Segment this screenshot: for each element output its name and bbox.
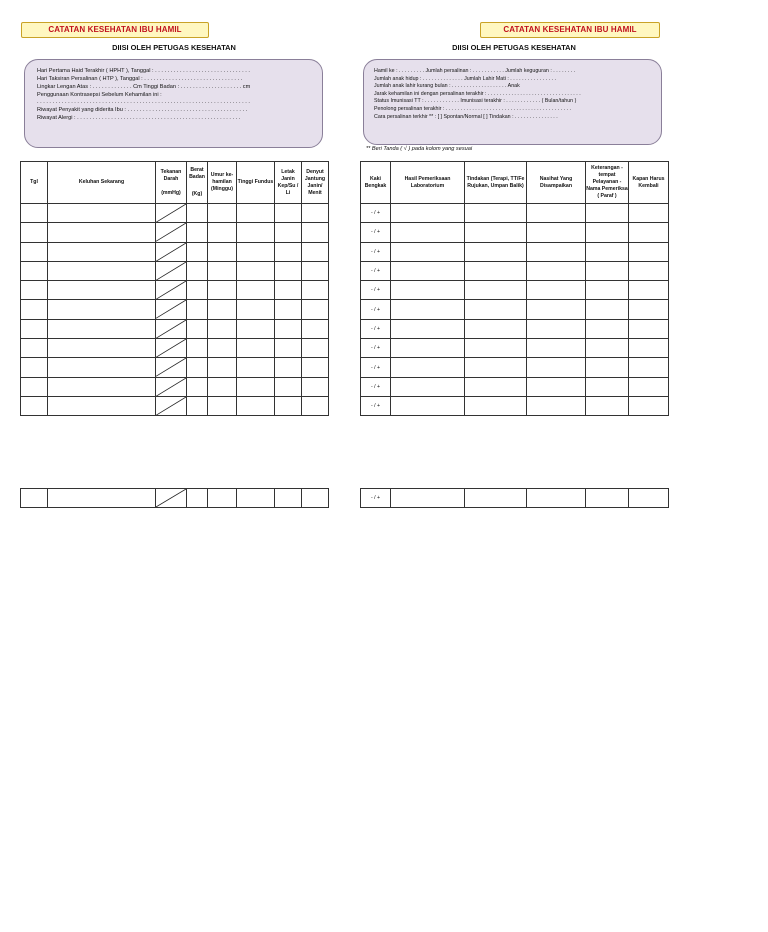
col-keluhan: Keluhan Sekarang [48,162,156,204]
cell-kapan-kembali[interactable] [629,261,669,280]
cell-letak[interactable] [275,319,302,338]
cell-kapan-kembali[interactable] [629,223,669,242]
cell-berat[interactable] [187,223,208,242]
cell-hasil-lab[interactable] [391,300,465,319]
cell-tindakan[interactable] [465,396,527,415]
left-table-extra [20,488,329,508]
col-denyut: Denyut Jantung Janin/ Menit [302,162,329,204]
left-subtitle: DIISI OLEH PETUGAS KESEHATAN [112,43,236,52]
col-tgl: Tgl [21,162,48,204]
cell-denyut[interactable] [302,300,329,319]
table-row [21,377,329,396]
table-row [361,377,669,396]
table-row [21,261,329,280]
cell-keterangan[interactable] [586,358,629,377]
col-tinggi: Tinggi Fundus [237,162,275,204]
cell-berat[interactable] [187,261,208,280]
cell-nasihat[interactable] [527,396,586,415]
cell-keluhan[interactable] [48,339,156,358]
cell-tgl[interactable] [21,261,48,280]
cell-letak[interactable] [275,281,302,300]
left-table [20,161,329,416]
cell-letak[interactable] [275,242,302,261]
cell-berat[interactable] [187,358,208,377]
cell-umur[interactable] [208,319,237,338]
cell-kapan-kembali[interactable] [629,377,669,396]
cell-tinggi[interactable] [237,281,275,300]
right-table-extra [360,488,669,508]
cell-nasihat[interactable] [527,339,586,358]
table-row [361,396,669,415]
cell-keterangan[interactable] [586,377,629,396]
col-berat-unit: (Kg) [191,191,203,197]
cell-umur[interactable] [208,377,237,396]
cell-tgl[interactable] [21,319,48,338]
cell-keluhan[interactable] [48,377,156,396]
cell-keluhan[interactable] [48,242,156,261]
cell-tindakan[interactable] [465,261,527,280]
cell-denyut[interactable] [302,489,329,508]
cell-kaki-bengkak[interactable]: - / + [361,358,391,377]
cell-keluhan[interactable] [48,358,156,377]
left-info-box [24,59,323,148]
cell-berat[interactable] [187,396,208,415]
cell-letak[interactable] [275,358,302,377]
cell-kaki-bengkak[interactable]: - / + [361,242,391,261]
cell-nasihat[interactable] [527,377,586,396]
cell-umur[interactable] [208,300,237,319]
cell-keluhan[interactable] [48,300,156,319]
cell-keterangan[interactable] [586,319,629,338]
cell-hasil-lab[interactable] [391,281,465,300]
cell-tekanan[interactable] [156,339,187,358]
cell-nasihat[interactable] [527,204,586,223]
cell-nasihat[interactable] [527,489,586,508]
info-line-cara-persalinan: Cara persalinan terkhir ** : [ ] Spontan/Normal [ ] Tindakan : . . . . . . . . . . . . . . . [374,113,558,120]
cell-keluhan[interactable] [48,396,156,415]
cell-tindakan[interactable] [465,281,527,300]
cell-nasihat[interactable] [527,242,586,261]
col-berat-label: Berat Badan [189,167,205,180]
col-tindakan: Tindakan (Terapi, TT/Fe Rujukan, Umpan Balik) [465,162,527,204]
info-line-imunisasi: Status Imunisasi TT : . . . . . . . . . . . . Imunisasi terakhir : . . . . . . . . . . . . ( Bulan/tahun ) [374,98,577,105]
col-umur: Umur ke-hamilan (Minggu) [208,162,237,204]
cell-denyut[interactable] [302,261,329,280]
table-row [21,204,329,223]
cell-keterangan[interactable] [586,281,629,300]
cell-kaki-bengkak[interactable]: - / + [361,489,391,508]
cell-denyut[interactable] [302,281,329,300]
right-title: CATATAN KESEHATAN IBU HAMIL [480,22,660,38]
checkmark-note: ** Beri Tanda ( √ ) pada kolom yang sesuai [366,146,473,152]
cell-hasil-lab[interactable] [391,204,465,223]
cell-nasihat[interactable] [527,358,586,377]
table-row [361,300,669,319]
right-info-box [363,59,662,145]
cell-tgl[interactable] [21,358,48,377]
cell-tindakan[interactable] [465,489,527,508]
cell-letak[interactable] [275,489,302,508]
cell-umur[interactable] [208,261,237,280]
cell-kaki-bengkak[interactable]: - / + [361,377,391,396]
cell-letak[interactable] [275,339,302,358]
info-line-jarak: Jarak kehamilan ini dengan persalinan terakhir : . . . . . . . . . . . . . . . . . . . . . . . . . . . . . . . . [374,90,581,97]
cell-tindakan[interactable] [465,358,527,377]
info-line-kontrasepsi-fill: . . . . . . . . . . . . . . . . . . . . . . . . . . . . . . . . . . . . . . . . . . . . . . . . . . . . . . . . . . . . . . . . . . . . . [37,99,250,106]
cell-tgl[interactable] [21,489,48,508]
cell-kaki-bengkak[interactable]: - / + [361,339,391,358]
col-letak: Letak Janin Kep/Su / Li [275,162,302,204]
cell-kapan-kembali[interactable] [629,319,669,338]
table-row [361,242,669,261]
cell-keterangan[interactable] [586,339,629,358]
col-tekanan-label: Tekanan Darah [160,168,182,182]
cell-denyut[interactable] [302,377,329,396]
cell-keterangan[interactable] [586,396,629,415]
info-line-anak-hidup: Jumlah anak hidup : . . . . . . . . . . . . . . Jumlah Lahir Mati : . . . . . . . . . . . . . . . . [374,75,556,82]
cell-kapan-kembali[interactable] [629,281,669,300]
cell-tekanan[interactable] [156,242,187,261]
cell-tgl[interactable] [21,339,48,358]
table-row [361,261,669,280]
cell-tgl[interactable] [21,242,48,261]
cell-tgl[interactable] [21,396,48,415]
table-row [361,281,669,300]
table-row [21,300,329,319]
cell-hasil-lab[interactable] [391,358,465,377]
cell-umur[interactable] [208,204,237,223]
cell-tekanan[interactable] [156,377,187,396]
cell-umur[interactable] [208,223,237,242]
cell-kapan-kembali[interactable] [629,339,669,358]
cell-keterangan[interactable] [586,223,629,242]
col-berat [187,162,208,204]
cell-tgl[interactable] [21,377,48,396]
info-line-alergi: Riwayat Alergi : . . . . . . . . . . . . . . . . . . . . . . . . . . . . . . . . . . . . . . . . . . . . . . . . . . . . . [37,115,241,122]
info-line-htp: Hari Taksiran Persalinan ( HTP ), Tanggal : . . . . . . . . . . . . . . . . . . . . . . . . . . . . . . . . [37,75,243,82]
cell-berat[interactable] [187,242,208,261]
cell-tinggi[interactable] [237,223,275,242]
table-row [21,242,329,261]
cell-tindakan[interactable] [465,204,527,223]
cell-tekanan[interactable] [156,204,187,223]
cell-tinggi[interactable] [237,261,275,280]
cell-tinggi[interactable] [237,339,275,358]
cell-kapan-kembali[interactable] [629,489,669,508]
cell-berat[interactable] [187,204,208,223]
cell-hasil-lab[interactable] [391,489,465,508]
cell-umur[interactable] [208,339,237,358]
table-row [21,223,329,242]
cell-kapan-kembali[interactable] [629,204,669,223]
table-row [21,319,329,338]
table-row [21,396,329,415]
cell-berat[interactable] [187,300,208,319]
cell-tgl[interactable] [21,281,48,300]
col-keterangan: Keterangan - tempat Pelayanan - Nama Pemeriksa ( Paraf ) [586,162,629,204]
cell-keterangan[interactable] [586,242,629,261]
cell-denyut[interactable] [302,319,329,338]
cell-keterangan[interactable] [586,261,629,280]
cell-keluhan[interactable] [48,223,156,242]
cell-tindakan[interactable] [465,377,527,396]
cell-keluhan[interactable] [48,204,156,223]
cell-hasil-lab[interactable] [391,223,465,242]
info-line-hamil-ke: Hamil ke : . . . . . . . . . Jumlah persalinan : . . . . . . . . . . . Jumlah keguguran : . . . . . . . . [374,68,576,74]
cell-tindakan[interactable] [465,223,527,242]
table-row [361,204,669,223]
cell-kaki-bengkak[interactable]: - / + [361,300,391,319]
cell-keluhan[interactable] [48,489,156,508]
cell-tgl[interactable] [21,300,48,319]
table-row [361,339,669,358]
cell-hasil-lab[interactable] [391,319,465,338]
cell-tinggi[interactable] [237,396,275,415]
cell-tekanan[interactable] [156,261,187,280]
table-row [361,223,669,242]
table-row [21,489,329,508]
cell-umur[interactable] [208,242,237,261]
cell-tekanan[interactable] [156,223,187,242]
cell-tinggi[interactable] [237,489,275,508]
col-kaki-bengkak: Kaki Bengkak [361,162,391,204]
cell-tinggi[interactable] [237,300,275,319]
cell-nasihat[interactable] [527,223,586,242]
cell-kapan-kembali[interactable] [629,300,669,319]
col-hasil-lab: Hasil Pemeriksaan Laboratorium [391,162,465,204]
table-row [361,489,669,508]
cell-letak[interactable] [275,396,302,415]
cell-nasihat[interactable] [527,261,586,280]
cell-kaki-bengkak[interactable]: - / + [361,396,391,415]
cell-hasil-lab[interactable] [391,377,465,396]
info-line-kurang-bulan: Jumlah anak lahir kurang bulan : . . . . . . . . . . . . . . . . . . . Anak [374,83,520,90]
cell-tindakan[interactable] [465,242,527,261]
cell-berat[interactable] [187,281,208,300]
cell-tindakan[interactable] [465,300,527,319]
cell-denyut[interactable] [302,358,329,377]
info-line-hpht: Hari Pertama Haid Terakhir ( HPHT ), Tanggal : . . . . . . . . . . . . . . . . . . . . . . . . . . . . . . . [37,68,250,74]
cell-berat[interactable] [187,319,208,338]
cell-keterangan[interactable] [586,489,629,508]
cell-tgl[interactable] [21,204,48,223]
cell-keterangan[interactable] [586,300,629,319]
cell-denyut[interactable] [302,223,329,242]
cell-berat[interactable] [187,489,208,508]
cell-tekanan[interactable] [156,358,187,377]
info-line-lila: Lingkar Lengan Atas : . . . . . . . . . . . . . Cm Tinggi Badan : . . . . . . . . . . . . . . . . . . . . cm [37,83,251,90]
cell-letak[interactable] [275,223,302,242]
cell-tekanan[interactable] [156,396,187,415]
cell-kapan-kembali[interactable] [629,396,669,415]
cell-hasil-lab[interactable] [391,261,465,280]
table-row [21,358,329,377]
cell-umur[interactable] [208,281,237,300]
table-row [361,358,669,377]
cell-kapan-kembali[interactable] [629,358,669,377]
cell-denyut[interactable] [302,204,329,223]
cell-hasil-lab[interactable] [391,339,465,358]
col-nasihat: Nasihat Yang Disampaikan [527,162,586,204]
cell-umur[interactable] [208,489,237,508]
cell-keluhan[interactable] [48,261,156,280]
cell-tinggi[interactable] [237,319,275,338]
cell-nasihat[interactable] [527,281,586,300]
left-title: CATATAN KESEHATAN IBU HAMIL [21,22,209,38]
cell-tinggi[interactable] [237,377,275,396]
cell-hasil-lab[interactable] [391,242,465,261]
cell-kaki-bengkak[interactable]: - / + [361,319,391,338]
cell-tinggi[interactable] [237,242,275,261]
table-row [21,339,329,358]
right-table [360,161,669,416]
info-line-kontrasepsi: Penggunaan Kontrasepsi Sebelum Kehamilan ini : [37,91,162,98]
cell-tindakan[interactable] [465,319,527,338]
cell-denyut[interactable] [302,242,329,261]
cell-keterangan[interactable] [586,204,629,223]
cell-kaki-bengkak[interactable]: - / + [361,281,391,300]
cell-tinggi[interactable] [237,204,275,223]
cell-denyut[interactable] [302,396,329,415]
cell-denyut[interactable] [302,339,329,358]
cell-tekanan[interactable] [156,319,187,338]
right-subtitle: DIISI OLEH PETUGAS KESEHATAN [452,43,576,52]
cell-tindakan[interactable] [465,339,527,358]
info-line-penolong: Penolong persalinan terakhir : . . . . . . . . . . . . . . . . . . . . . . . . . . . . . . . . . . . . . . . . . . . [374,105,571,112]
cell-tinggi[interactable] [237,358,275,377]
cell-berat[interactable] [187,377,208,396]
cell-tgl[interactable] [21,223,48,242]
cell-berat[interactable] [187,339,208,358]
cell-tekanan[interactable] [156,281,187,300]
info-line-penyakit: Riwayat Penyakit yang diderita Ibu : . . . . . . . . . . . . . . . . . . . . . . . . . . . . . . . . . . . . . . . [37,107,248,114]
cell-nasihat[interactable] [527,319,586,338]
cell-keluhan[interactable] [48,319,156,338]
cell-kaki-bengkak[interactable]: - / + [361,223,391,242]
cell-tekanan[interactable] [156,489,187,508]
table-row [21,281,329,300]
col-tekanan [156,162,187,204]
cell-nasihat[interactable] [527,300,586,319]
cell-hasil-lab[interactable] [391,396,465,415]
cell-keluhan[interactable] [48,281,156,300]
cell-letak[interactable] [275,377,302,396]
cell-letak[interactable] [275,300,302,319]
cell-kaki-bengkak[interactable]: - / + [361,204,391,223]
cell-kaki-bengkak[interactable]: - / + [361,261,391,280]
col-tekanan-unit: (mmHg) [161,189,181,196]
cell-kapan-kembali[interactable] [629,242,669,261]
cell-letak[interactable] [275,204,302,223]
cell-letak[interactable] [275,261,302,280]
cell-umur[interactable] [208,396,237,415]
cell-tekanan[interactable] [156,300,187,319]
cell-umur[interactable] [208,358,237,377]
table-row [361,319,669,338]
col-kapan-kembali: Kapan Harus Kembali [629,162,669,204]
